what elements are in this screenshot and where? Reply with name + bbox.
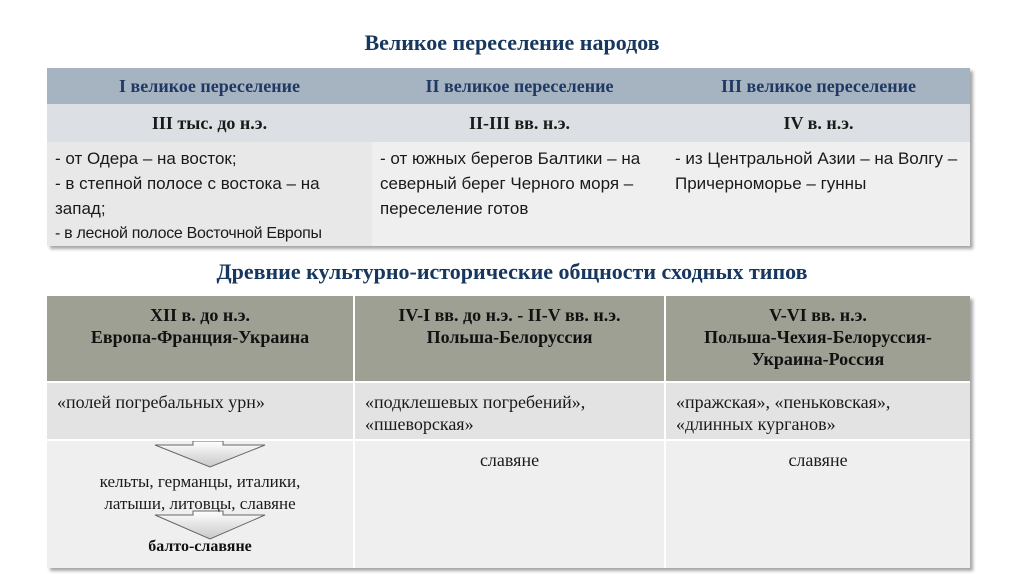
culture-2-line-2: «пшеворская» [365,414,474,434]
header-community-3-period: V-VI вв. н.э. [769,305,867,325]
header-community-1 [47,296,354,382]
peoples-cell-3 [665,440,970,568]
description-1-line-3: - в лесной полосе Восточной Европы [55,225,322,242]
migration-period-row [47,104,970,142]
migration-description-row [47,142,970,246]
description-1-line-2: - в степной полосе с востока – на запад; [55,174,320,218]
header-community-2-region: Польша-Белоруссия [426,327,593,347]
peoples-3-text: славяне [788,450,848,470]
header-migration-3: III великое переселение [667,68,970,104]
header-community-2-period: IV-I вв. до н.э. - II-V вв. н.э. [398,305,621,325]
migration-table [47,68,970,246]
culture-3-line-2: «длинных курганов» [676,414,836,434]
communities-title: Древние культурно-исторические общности сходных типов [216,259,808,284]
top-arrow-icon [155,441,265,467]
header-migration-1: I великое переселение [47,68,372,104]
header-community-3-region: Польша-Чехия-Белоруссия-Украина-Россия [704,327,932,369]
period-3: IV в. н.э. [667,104,970,142]
culture-1-line-1: «полей погребальных урн» [57,392,265,412]
description-3-text: - из Центральной Азии – на Волгу – Причерноморье – гунны [675,149,958,193]
culture-2-line-1: «подклешевых погребений», [365,392,586,412]
migration-header-row [47,68,970,104]
header-community-2 [354,296,665,382]
description-1 [47,142,372,246]
period-1: III тыс. до н.э. [47,104,372,142]
cultures-row [47,382,970,440]
description-2 [372,142,667,246]
balto-slavs-label: балто-славяне [148,538,252,555]
peoples-list-1 [47,471,353,515]
communities-header-row [47,296,970,382]
peoples-list-1-line-2: латыши, литовцы, славяне [104,494,296,513]
culture-2 [354,382,665,440]
culture-3-line-1: «пражская», «пеньковская», [676,392,891,412]
header-community-1-period: XII в. до н.э. [150,305,250,325]
header-migration-2: II великое переселение [372,68,667,104]
culture-1 [47,382,354,440]
bottom-arrow-icon [155,511,265,539]
peoples-row [47,440,970,568]
period-2: II-III вв. н.э. [372,104,667,142]
peoples-list-1-line-1: кельты, германцы, италики, [99,472,301,491]
description-2-text: - от южных берегов Балтики – на северный берег Черного моря – переселение готов [380,149,641,218]
description-1-line-1: - от Одера – на восток; [55,149,237,168]
communities-table [47,296,970,568]
culture-3 [665,382,970,440]
migration-title: Великое переселение народов [364,30,660,55]
peoples-2-text: славяне [479,450,540,470]
header-community-1-region: Европа-Франция-Украина [90,327,310,347]
description-3 [667,142,970,246]
peoples-cell-1 [47,440,354,568]
header-community-3 [665,296,970,382]
peoples-cell-2 [354,440,665,568]
